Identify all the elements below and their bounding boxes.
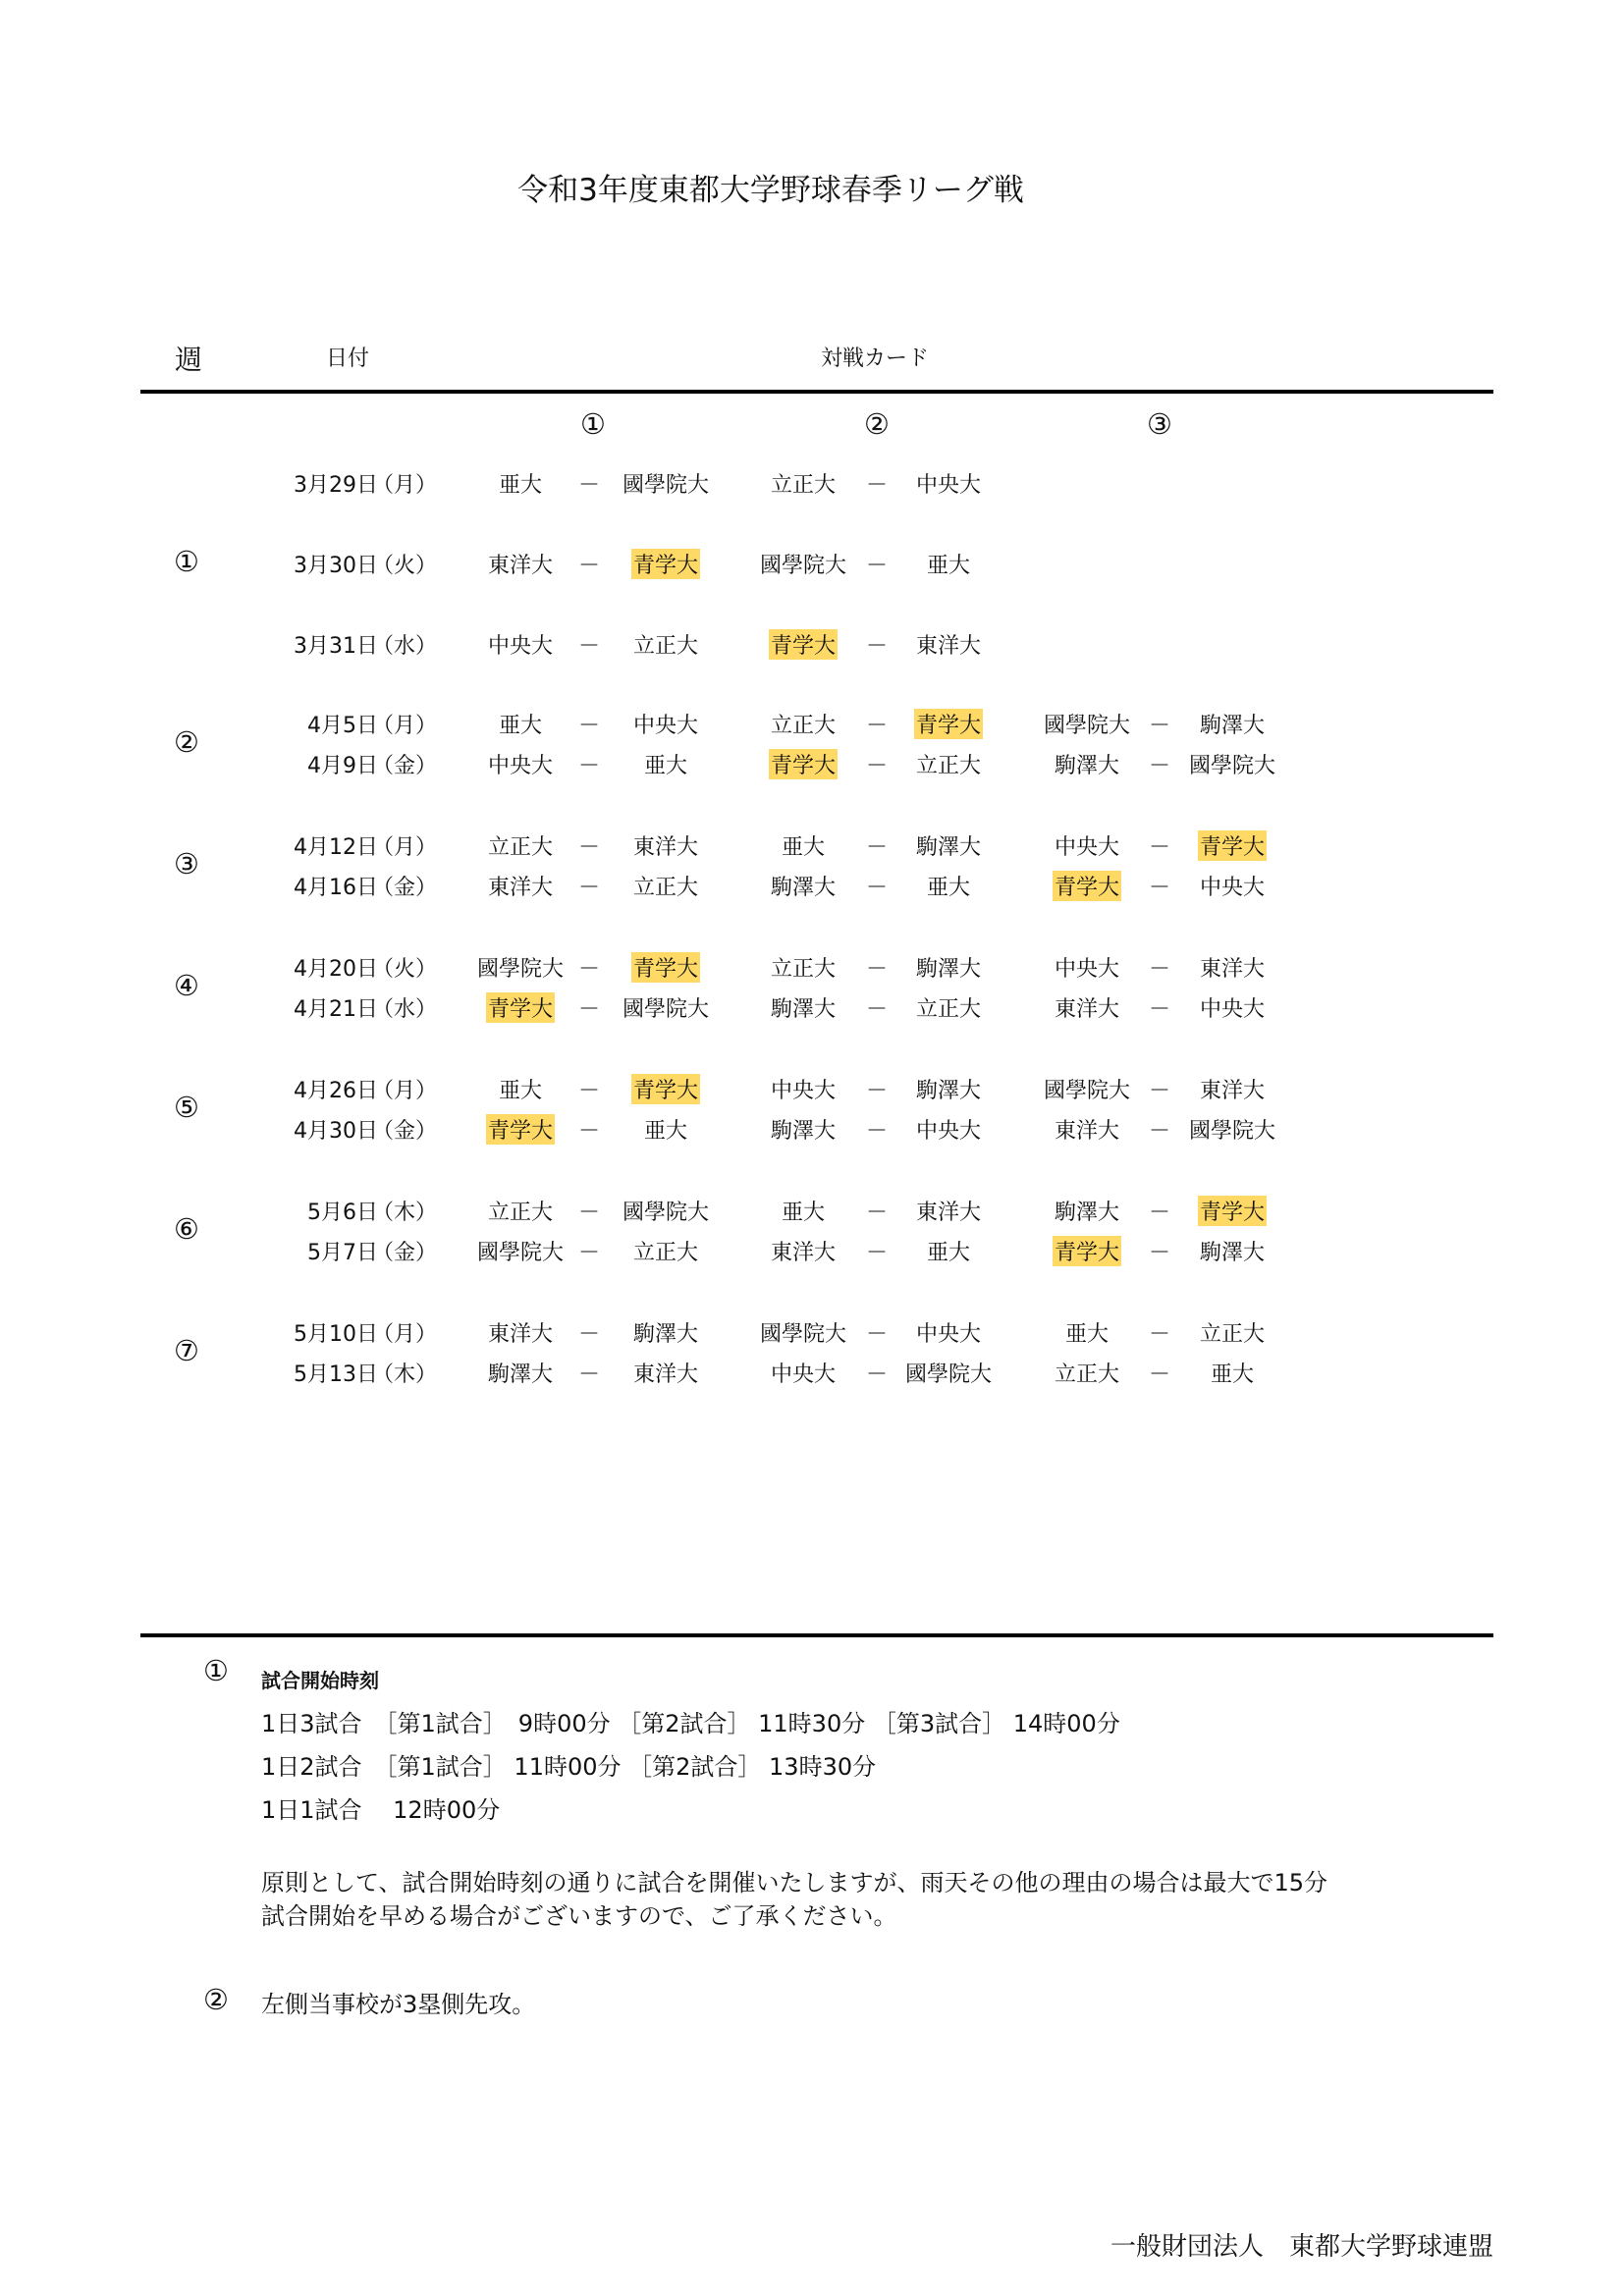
away-team (885, 871, 1012, 901)
match-dash: － (577, 1119, 600, 1144)
match-dash: － (865, 1079, 888, 1103)
match-dash: － (1148, 1079, 1170, 1103)
week-label: ② (174, 724, 199, 759)
away-team (602, 468, 730, 499)
notes-rule (140, 1633, 1493, 1637)
away-team (885, 830, 1012, 861)
home-team (739, 1114, 867, 1145)
match-dash: － (865, 473, 888, 498)
home-team (457, 1114, 584, 1145)
home-team (739, 992, 867, 1023)
game-date: 4月9日 (307, 754, 378, 778)
home-team (1023, 871, 1151, 901)
team-name: 青学大 (631, 1074, 700, 1104)
note-1-paragraph-line-2: 試合開始を早める場合がございますので、ご了承ください。 (261, 1902, 897, 1930)
team-name: 立正大 (1199, 1322, 1265, 1347)
away-team (885, 1358, 1012, 1388)
away-team (602, 1317, 730, 1348)
team-name: 亜大 (926, 876, 970, 900)
team-name: 駒澤大 (1054, 1201, 1119, 1225)
home-team (1023, 1236, 1151, 1266)
team-name: 駒澤大 (632, 1322, 698, 1347)
away-team (1168, 1236, 1296, 1266)
week-label: ① (174, 545, 199, 578)
game-weekday: （金） (371, 1119, 437, 1144)
start-times-two-games: 1日2試合 ［第1試合］ 11時00分 ［第2試合］ 13時30分 (261, 1753, 877, 1781)
week-label: ④ (174, 968, 199, 1002)
team-name: 國學院大 (1188, 754, 1275, 778)
game-date: 4月5日 (307, 714, 378, 738)
organization-footer: 一般財団法人 東都大学野球連盟 (1110, 2232, 1493, 2262)
match-dash: － (865, 754, 888, 778)
away-team (602, 992, 730, 1023)
team-name: 中央大 (915, 473, 981, 498)
team-name: 亜大 (1210, 1362, 1254, 1387)
team-name: 立正大 (770, 473, 836, 498)
match-dash: － (865, 554, 888, 578)
game-date: 4月21日 (294, 997, 378, 1022)
team-name: 亜大 (643, 1119, 687, 1144)
away-team (602, 952, 730, 983)
game-weekday: （火） (371, 957, 437, 982)
team-name: 中央大 (632, 714, 698, 738)
match-dash: － (865, 957, 888, 982)
home-team (457, 952, 584, 983)
match-dash: － (577, 876, 600, 900)
home-team (457, 709, 584, 739)
team-name: 東洋大 (487, 554, 553, 578)
home-team (739, 549, 867, 579)
game-date: 5月13日 (294, 1362, 378, 1387)
team-name: 東洋大 (1199, 1079, 1265, 1103)
away-team (1168, 830, 1296, 861)
match-dash: － (577, 1201, 600, 1225)
away-team (885, 1317, 1012, 1348)
game-weekday: （月） (371, 835, 437, 860)
team-name: 青学大 (769, 629, 838, 660)
away-team (885, 629, 1012, 660)
team-name: 國學院大 (476, 957, 564, 982)
team-name: 東洋大 (487, 1322, 553, 1347)
team-name: 國學院大 (622, 997, 709, 1022)
home-team (457, 871, 584, 901)
home-team (1023, 1074, 1151, 1104)
team-name: 中央大 (915, 1119, 981, 1144)
match-dash: － (577, 554, 600, 578)
home-team (1023, 1196, 1151, 1226)
game-weekday: （月） (371, 473, 437, 498)
team-name: 國學院大 (1043, 714, 1130, 738)
home-team (457, 629, 584, 660)
week-label: ⑤ (174, 1090, 199, 1124)
home-team (1023, 830, 1151, 861)
away-team (1168, 1114, 1296, 1145)
home-team (457, 1317, 584, 1348)
home-team (739, 830, 867, 861)
home-team (457, 830, 584, 861)
away-team (1168, 1196, 1296, 1226)
home-team (457, 992, 584, 1023)
home-team (457, 1074, 584, 1104)
team-name: 中央大 (487, 754, 553, 778)
match-dash: － (577, 473, 600, 498)
match-dash: － (865, 634, 888, 659)
team-name: 亜大 (498, 714, 542, 738)
team-name: 亜大 (926, 1241, 970, 1265)
game-date: 3月30日 (294, 554, 378, 578)
match-dash: － (865, 997, 888, 1022)
game-date: 4月12日 (294, 835, 378, 860)
team-name: 青学大 (914, 709, 983, 739)
match-dash: － (577, 835, 600, 860)
team-name: 駒澤大 (1199, 1241, 1265, 1265)
team-name: 亜大 (1064, 1322, 1109, 1347)
team-name: 立正大 (632, 876, 698, 900)
home-team (1023, 952, 1151, 983)
game-date: 4月16日 (294, 876, 378, 900)
home-team (1023, 709, 1151, 739)
team-name: 中央大 (770, 1079, 836, 1103)
game-date: 4月30日 (294, 1119, 378, 1144)
game-weekday: （水） (371, 634, 437, 659)
team-name: 亜大 (643, 754, 687, 778)
match-dash: － (1148, 714, 1170, 738)
team-name: 東洋大 (1199, 957, 1265, 982)
away-team (602, 1358, 730, 1388)
match-dash: － (577, 957, 600, 982)
game-date: 5月7日 (307, 1241, 378, 1265)
team-name: 國學院大 (759, 554, 846, 578)
match-dash: － (577, 1362, 600, 1387)
team-name: 立正大 (632, 634, 698, 659)
team-name: 青学大 (1053, 1236, 1121, 1266)
team-name: 東洋大 (915, 634, 981, 659)
team-name: 國學院大 (759, 1322, 846, 1347)
game-date: 5月10日 (294, 1322, 378, 1347)
away-team (1168, 871, 1296, 901)
start-times-one-game: 1日1試合 12時00分 (261, 1796, 501, 1824)
team-name: 東洋大 (1054, 1119, 1119, 1144)
note-2-text: 左側当事校が3塁側先攻。 (261, 1991, 536, 2018)
away-team (1168, 1074, 1296, 1104)
game-weekday: （金） (371, 876, 437, 900)
match-dash: － (1148, 1119, 1170, 1144)
team-name: 立正大 (487, 835, 553, 860)
team-name: 立正大 (632, 1241, 698, 1265)
team-name: 國學院大 (1043, 1079, 1130, 1103)
match-dash: － (1148, 1201, 1170, 1225)
away-team (602, 1074, 730, 1104)
match-dash: － (577, 1241, 600, 1265)
game-date: 3月31日 (294, 634, 378, 659)
team-name: 立正大 (770, 957, 836, 982)
match-dash: － (865, 1362, 888, 1387)
note-1-number: ① (203, 1654, 229, 1687)
match-dash: － (577, 754, 600, 778)
match-dash: － (1148, 754, 1170, 778)
home-team (1023, 1114, 1151, 1145)
home-team (739, 749, 867, 779)
team-name: 駒澤大 (770, 1119, 836, 1144)
team-name: 青学大 (1198, 1196, 1267, 1226)
home-team (457, 468, 584, 499)
match-dash: － (577, 1322, 600, 1347)
home-team (739, 1358, 867, 1388)
match-dash: － (865, 876, 888, 900)
away-team (885, 1236, 1012, 1266)
match-dash: － (577, 1079, 600, 1103)
team-name: 東洋大 (632, 835, 698, 860)
week-label: ⑦ (174, 1333, 199, 1367)
away-team (602, 1114, 730, 1145)
match-dash: － (865, 1201, 888, 1225)
game-date: 3月29日 (294, 473, 378, 498)
home-team (739, 1317, 867, 1348)
match-dash: － (577, 634, 600, 659)
home-team (457, 749, 584, 779)
header-rule (140, 390, 1493, 394)
team-name: 中央大 (1199, 876, 1265, 900)
home-team (739, 1196, 867, 1226)
team-name: 中央大 (1054, 957, 1119, 982)
team-name: 國學院大 (476, 1241, 564, 1265)
game-weekday: （月） (371, 1079, 437, 1103)
header-matchups: 対戦カード (821, 347, 930, 371)
team-name: 立正大 (915, 997, 981, 1022)
match-dash: － (865, 1241, 888, 1265)
team-name: 立正大 (487, 1201, 553, 1225)
away-team (1168, 952, 1296, 983)
column-number-1: ① (580, 407, 606, 441)
note-1-heading: 試合開始時刻 (261, 1669, 379, 1692)
match-dash: － (577, 714, 600, 738)
home-team (739, 952, 867, 983)
team-name: 立正大 (1054, 1362, 1119, 1387)
match-dash: － (1148, 997, 1170, 1022)
match-dash: － (865, 835, 888, 860)
team-name: 駒澤大 (915, 957, 981, 982)
match-dash: － (865, 1119, 888, 1144)
away-team (602, 749, 730, 779)
team-name: 駒澤大 (770, 876, 836, 900)
game-weekday: （木） (371, 1362, 437, 1387)
home-team (1023, 1358, 1151, 1388)
team-name: 立正大 (915, 754, 981, 778)
away-team (1168, 1358, 1296, 1388)
away-team (885, 749, 1012, 779)
home-team (739, 1236, 867, 1266)
team-name: 青学大 (631, 952, 700, 983)
week-label: ⑥ (174, 1211, 199, 1246)
away-team (602, 709, 730, 739)
team-name: 東洋大 (770, 1241, 836, 1265)
away-team (602, 549, 730, 579)
team-name: 中央大 (770, 1362, 836, 1387)
away-team (885, 1114, 1012, 1145)
team-name: 國學院大 (622, 473, 709, 498)
team-name: 青学大 (631, 549, 700, 579)
match-dash: － (1148, 1362, 1170, 1387)
team-name: 東洋大 (632, 1362, 698, 1387)
team-name: 駒澤大 (1054, 754, 1119, 778)
team-name: 青学大 (486, 1114, 555, 1145)
home-team (457, 1358, 584, 1388)
match-dash: － (1148, 957, 1170, 982)
home-team (739, 629, 867, 660)
away-team (602, 830, 730, 861)
away-team (885, 1196, 1012, 1226)
home-team (739, 1074, 867, 1104)
team-name: 中央大 (915, 1322, 981, 1347)
team-name: 駒澤大 (915, 1079, 981, 1103)
away-team (1168, 992, 1296, 1023)
team-name: 駒澤大 (1199, 714, 1265, 738)
away-team (602, 629, 730, 660)
game-weekday: （火） (371, 554, 437, 578)
team-name: 亜大 (781, 835, 825, 860)
game-weekday: （木） (371, 1201, 437, 1225)
team-name: 東洋大 (915, 1201, 981, 1225)
game-weekday: （月） (371, 714, 437, 738)
team-name: 東洋大 (1054, 997, 1119, 1022)
away-team (602, 1236, 730, 1266)
team-name: 亜大 (781, 1201, 825, 1225)
team-name: 青学大 (486, 992, 555, 1023)
team-name: 中央大 (487, 634, 553, 659)
game-date: 4月20日 (294, 957, 378, 982)
home-team (1023, 992, 1151, 1023)
away-team (885, 709, 1012, 739)
note-1-paragraph-line-1: 原則として、試合開始時刻の通りに試合を開催いたしますが、雨天その他の理由の場合は最大で15分 (261, 1869, 1328, 1896)
game-date: 5月6日 (307, 1201, 378, 1225)
team-name: 中央大 (1054, 835, 1119, 860)
away-team (885, 1074, 1012, 1104)
match-dash: － (1148, 835, 1170, 860)
header-week: 週 (175, 344, 203, 376)
team-name: 亜大 (926, 554, 970, 578)
game-weekday: （月） (371, 1322, 437, 1347)
team-name: 亜大 (498, 473, 542, 498)
column-number-2: ② (864, 407, 890, 441)
away-team (1168, 1317, 1296, 1348)
home-team (457, 1236, 584, 1266)
match-dash: － (1148, 1322, 1170, 1347)
match-dash: － (1148, 1241, 1170, 1265)
home-team (457, 1196, 584, 1226)
game-date: 4月26日 (294, 1079, 378, 1103)
page-title: 令和3年度東都大学野球春季リーグ戦 (517, 173, 1024, 208)
away-team (885, 992, 1012, 1023)
match-dash: － (865, 714, 888, 738)
game-weekday: （水） (371, 997, 437, 1022)
start-times-three-games: 1日3試合 ［第1試合］ 9時00分 ［第2試合］ 11時30分 ［第3試合］ 14時00分 (261, 1710, 1120, 1737)
team-name: 青学大 (1198, 830, 1267, 861)
team-name: 國學院大 (1188, 1119, 1275, 1144)
team-name: 國學院大 (622, 1201, 709, 1225)
away-team (885, 549, 1012, 579)
column-number-3: ③ (1147, 407, 1172, 441)
home-team (739, 709, 867, 739)
home-team (739, 871, 867, 901)
match-dash: － (1148, 876, 1170, 900)
away-team (1168, 709, 1296, 739)
team-name: 東洋大 (487, 876, 553, 900)
team-name: 青学大 (1053, 871, 1121, 901)
away-team (602, 1196, 730, 1226)
home-team (1023, 1317, 1151, 1348)
game-weekday: （金） (371, 754, 437, 778)
away-team (885, 468, 1012, 499)
team-name: 國學院大 (904, 1362, 992, 1387)
team-name: 駒澤大 (915, 835, 981, 860)
team-name: 駒澤大 (487, 1362, 553, 1387)
team-name: 駒澤大 (770, 997, 836, 1022)
away-team (885, 952, 1012, 983)
match-dash: － (577, 997, 600, 1022)
away-team (1168, 749, 1296, 779)
week-label: ③ (174, 846, 199, 881)
home-team (1023, 749, 1151, 779)
away-team (602, 871, 730, 901)
note-2-number: ② (203, 1983, 229, 2016)
team-name: 中央大 (1199, 997, 1265, 1022)
header-date: 日付 (326, 347, 370, 371)
team-name: 青学大 (769, 749, 838, 779)
team-name: 立正大 (770, 714, 836, 738)
team-name: 亜大 (498, 1079, 542, 1103)
home-team (739, 468, 867, 499)
home-team (457, 549, 584, 579)
match-dash: － (865, 1322, 888, 1347)
game-weekday: （金） (371, 1241, 437, 1265)
